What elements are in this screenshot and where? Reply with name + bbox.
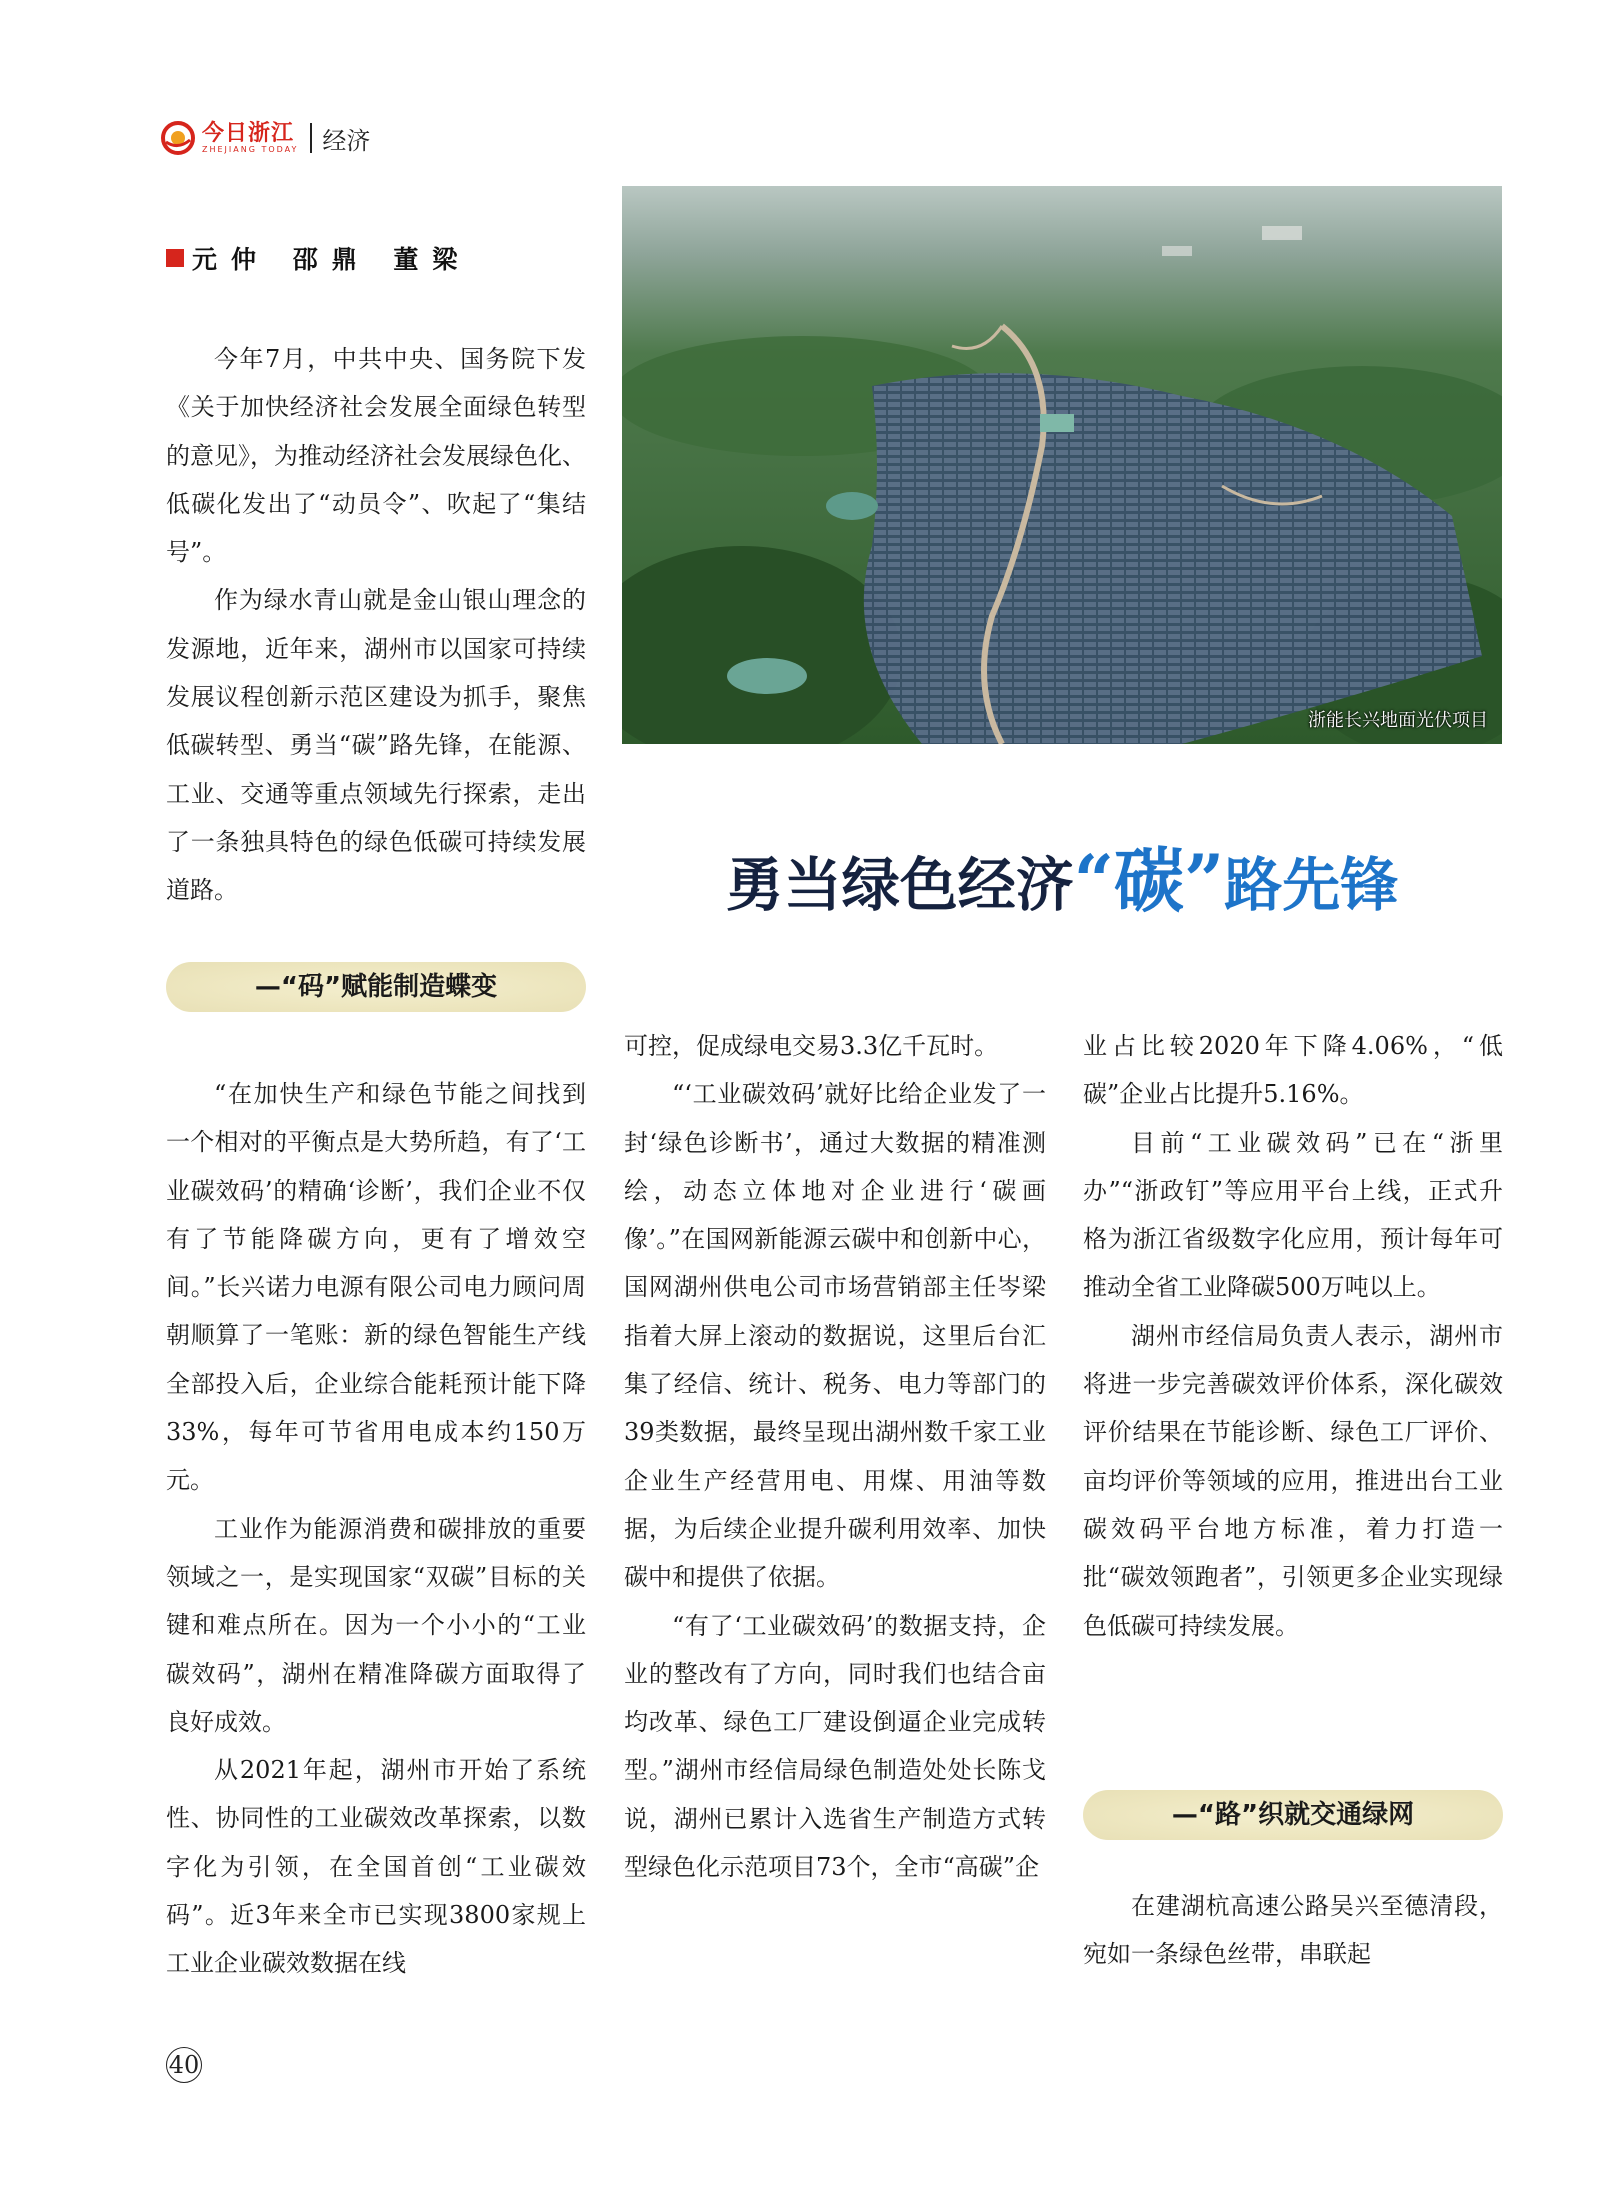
- body-paragraph: 工业作为能源消费和碳排放的重要领域之一，是实现国家“双碳”目标的关键和难点所在。因为一个小小的“工业碳效码”，湖州在精准降碳方面取得了良好成效。: [166, 1514, 586, 1736]
- body-paragraph: 可控，促成绿电交易3.3亿千瓦时。: [624, 1032, 999, 1060]
- body-paragraph: “有了‘工业碳效码’的数据支持，企业的整改有了方向，同时我们也结合亩均改革、绿色工厂建设倒逼企业完成转型。”湖州市经信局绿色制造处处长陈戈说，湖州已累计入选省生产制造方式转型绿色化示范项目73个，全市“高碳”企: [624, 1611, 1046, 1882]
- intro-paragraph: 今年7月，中共中央、国务院下发《关于加快经济社会发展全面绿色转型的意见》，为推动经济社会发展绿色化、低碳化发出了“动员令”、吹起了“集结号”。: [166, 345, 586, 567]
- header-divider: [310, 123, 312, 153]
- middle-column: [624, 1022, 1046, 1891]
- headline-part-1: 勇当绿色经济: [725, 851, 1074, 919]
- page-number: 40: [166, 2047, 202, 2083]
- byline-square-icon: [166, 249, 184, 267]
- body-paragraph: “‘工业碳效码’就好比给企业发了一封‘绿色诊断书’，通过大数据的精准测绘，动态立体地对企业进行‘碳画像’。”在国网新能源云碳中和创新中心，国网湖州供电公司市场营销部主任岑梁指着大屏上滚动的数据说，这里后台汇集了经信、统计、税务、电力等部门的39类数据，最终呈现出湖州数千家工业企业生产经营用电、用煤、用油等数据，为后续企业提升碳利用效率、加快碳中和提供了依据。: [624, 1080, 1046, 1592]
- magazine-header: [160, 118, 370, 158]
- section-label: 经济: [322, 126, 371, 155]
- intro-paragraph: 作为绿水青山就是金山银山理念的发源地，近年来，湖州市以国家可持续发展议程创新示范区建设为抓手，聚焦低碳转型、勇当“碳”路先锋，在能源、工业、交通等重点领域先行探索，走出了一条独具特色的绿色低碳可持续发展道路。: [166, 586, 586, 905]
- body-paragraph: 目前“工业碳效码”已在“浙里办”“浙政钉”等应用平台上线，正式升格为浙江省级数字化应用，预计每年可推动全省工业降碳500万吨以上。: [1083, 1128, 1503, 1302]
- body-paragraph: “在加快生产和绿色节能之间找到一个相对的平衡点是大势所趋，有了‘工业碳效码’的精确‘诊断’，我们企业不仅有了节能降碳方向，更有了增效空间。”长兴诺力电源有限公司电力顾问周朝顺算了一笔账：新的绿色智能生产线全部投入后，企业综合能耗预计能下降33%，每年可节省用电成本约150万元。: [166, 1080, 586, 1495]
- byline: [166, 240, 471, 276]
- aerial-photo-illustration: [622, 186, 1502, 744]
- left-column: [166, 1070, 586, 1988]
- magazine-logo: [202, 122, 298, 154]
- article-headline: [622, 825, 1502, 926]
- solar-farm-photo: [622, 186, 1502, 744]
- body-paragraph: 业占比较2020年下降4.06%，“低碳”企业占比提升5.16%。: [1083, 1032, 1503, 1109]
- section-heading-1: —“码”赋能制造蝶变: [166, 962, 586, 1012]
- body-paragraph: 湖州市经信局负责人表示，湖州市将进一步完善碳效评价体系，深化碳效评价结果在节能诊断、绿色工厂评价、亩均评价等领域的应用，推进出台工业碳效码平台地方标准，着力打造一批“碳效领跑者”，引领更多企业实现绿色低碳可持续发展。: [1083, 1321, 1503, 1640]
- body-paragraph: 从2021年起，湖州市开始了系统性、协同性的工业碳效改革探索，以数字化为引领，在全国首创“工业碳效码”。近3年来全市已实现3800家规上工业企业碳效数据在线: [166, 1756, 586, 1978]
- headline-part-2: “碳”: [1073, 839, 1225, 922]
- magazine-logo-icon: [160, 120, 196, 156]
- byline-authors: 元仲 邵鼎 董梁: [192, 245, 472, 274]
- headline-part-3: 路先锋: [1224, 851, 1399, 919]
- photo-caption: 浙能长兴地面光伏项目: [1308, 710, 1488, 731]
- intro-column: [166, 335, 586, 915]
- right-column-continued: [1083, 1882, 1503, 1979]
- body-paragraph: 在建湖杭高速公路吴兴至德清段，宛如一条绿色丝带，串联起: [1083, 1892, 1503, 1969]
- right-column: [1083, 1022, 1503, 1650]
- section-heading-2: —“路”织就交通绿网: [1083, 1790, 1503, 1840]
- magazine-logo-name: 今日浙江: [202, 120, 295, 146]
- magazine-logo-english: ZHEJIANG TODAY: [202, 145, 299, 154]
